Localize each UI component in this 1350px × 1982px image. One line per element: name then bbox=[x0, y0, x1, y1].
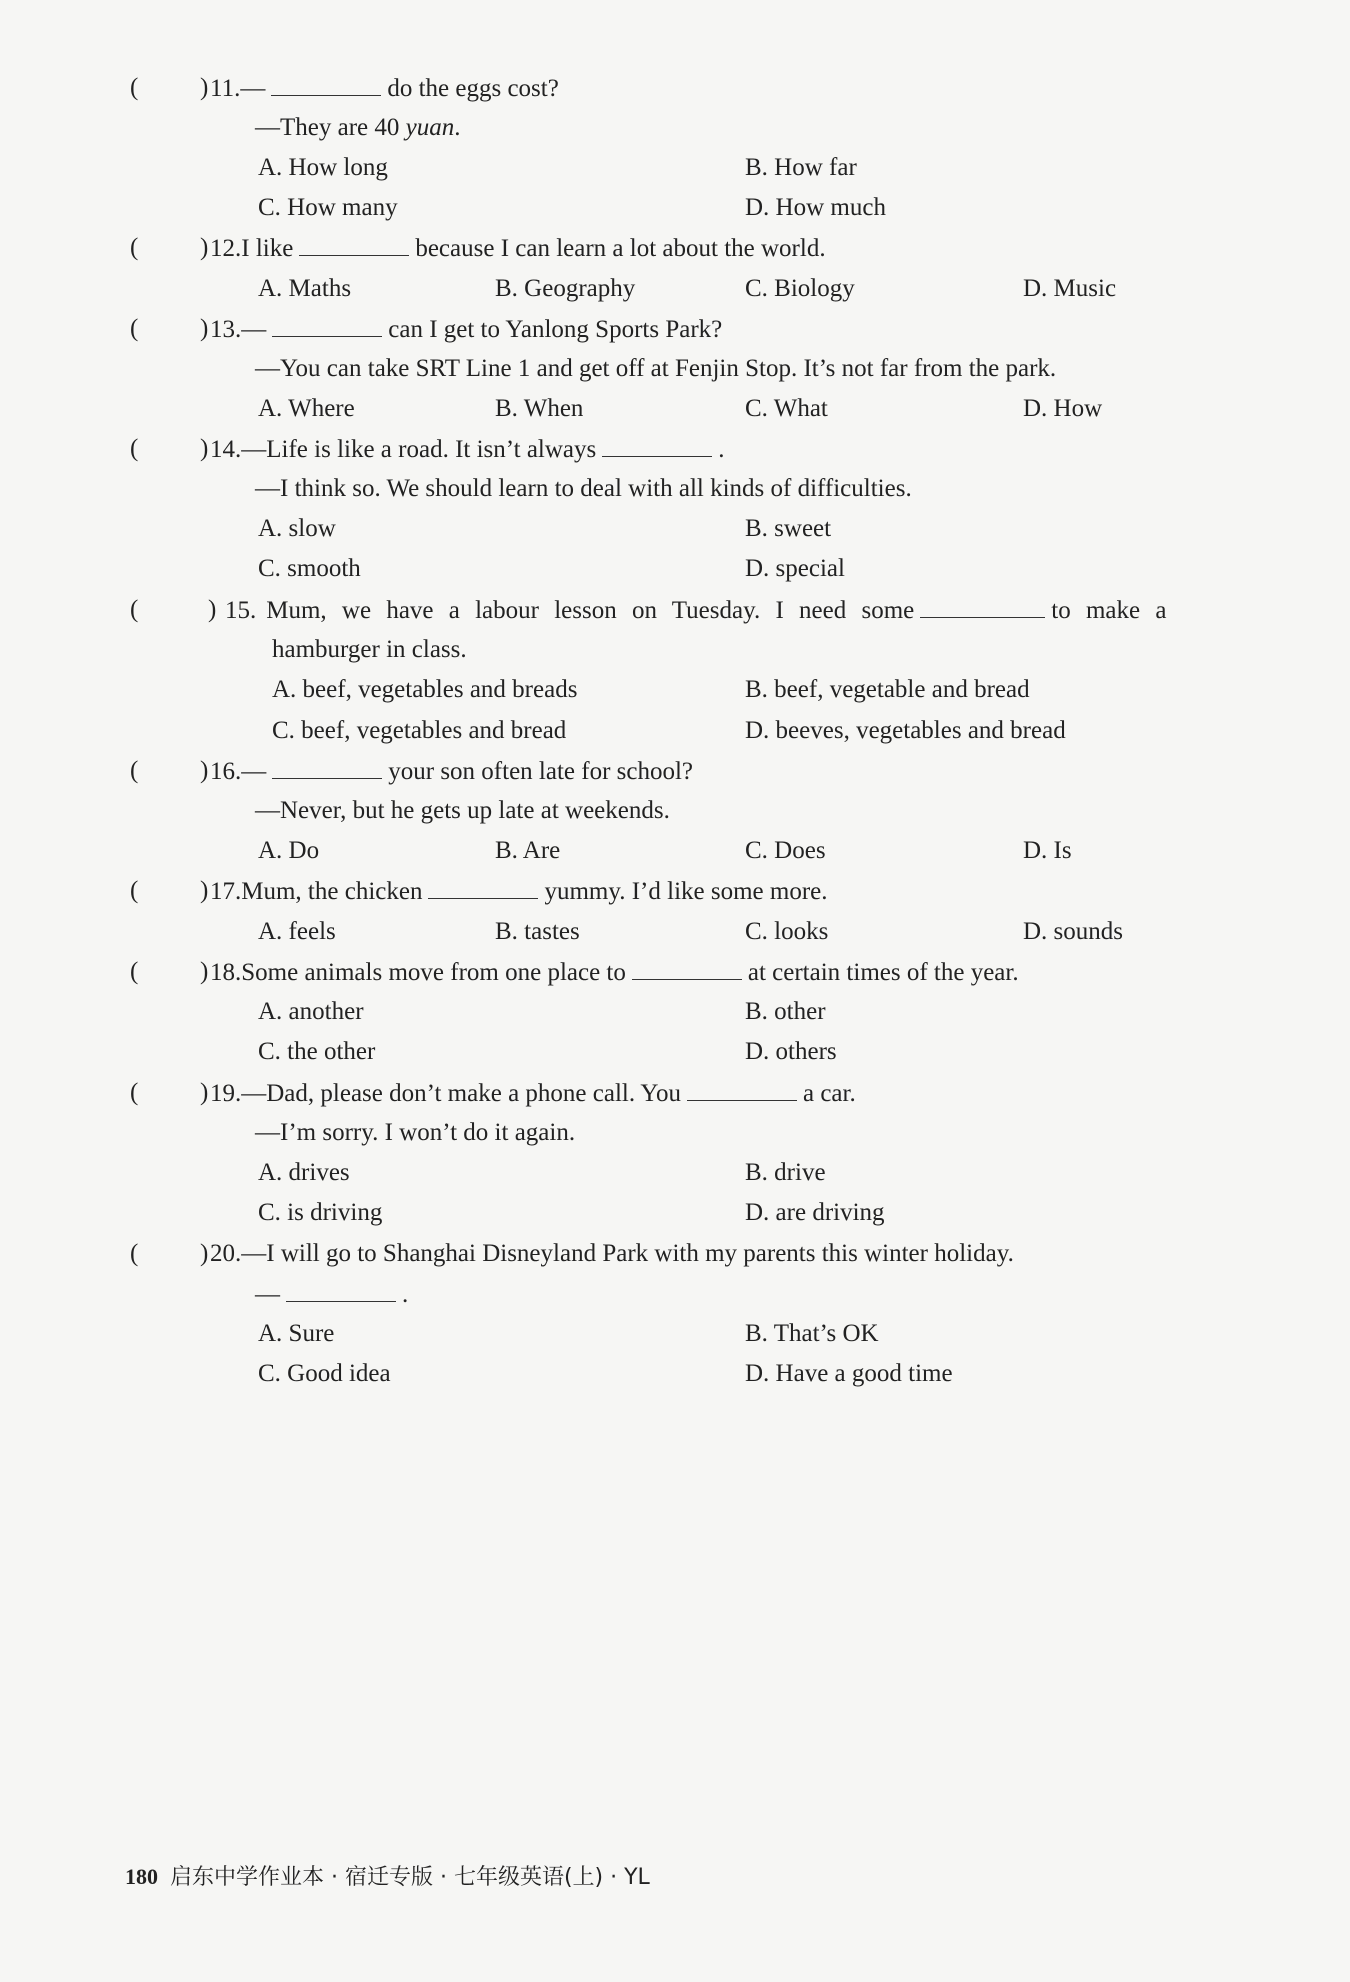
answer-paren-close: ) bbox=[200, 958, 209, 985]
question-number: 20. bbox=[210, 1240, 242, 1267]
question-stem bbox=[210, 1239, 1014, 1269]
option-b: B. tastes bbox=[495, 918, 580, 945]
question-line bbox=[255, 474, 912, 504]
option-d: D. beeves, vegetables and bread bbox=[745, 717, 1066, 744]
line-text: —I’m sorry. I won’t do it again. bbox=[255, 1119, 576, 1146]
answer-blank[interactable] bbox=[428, 876, 538, 899]
question-stem bbox=[210, 1078, 856, 1109]
line-text: . bbox=[402, 1281, 409, 1308]
question-number: 15. bbox=[225, 597, 257, 624]
option-d: D. special bbox=[745, 555, 845, 582]
question-line bbox=[255, 796, 670, 826]
line-text: —They are 40 bbox=[255, 114, 406, 141]
answer-paren-open: ( bbox=[130, 596, 139, 623]
option-d: D. sounds bbox=[1023, 918, 1124, 945]
answer-paren-close: ) bbox=[200, 315, 209, 342]
answer-blank[interactable] bbox=[632, 957, 742, 980]
option-c: C. beef, vegetables and bread bbox=[272, 717, 567, 744]
question-stem bbox=[210, 876, 828, 907]
line-text: hamburger in class. bbox=[272, 636, 467, 663]
question-stem bbox=[210, 73, 559, 104]
answer-blank[interactable] bbox=[602, 434, 712, 457]
option-b: B. beef, vegetable and bread bbox=[745, 676, 1030, 703]
option-c: C. How many bbox=[258, 194, 398, 221]
question-number: 12. bbox=[210, 235, 242, 262]
answer-paren-close: ) bbox=[200, 234, 209, 261]
answer-paren-close: ) bbox=[200, 1240, 209, 1267]
option-b: B. When bbox=[495, 395, 584, 422]
page-number: 180 bbox=[125, 1864, 158, 1889]
line-text: — bbox=[241, 316, 267, 343]
option-b: B. That’s OK bbox=[745, 1320, 879, 1347]
line-text: —I think so. We should learn to deal with all kinds of difficulties. bbox=[255, 475, 912, 502]
option-c: C. Biology bbox=[745, 275, 855, 302]
question-number: 11. bbox=[210, 75, 241, 102]
question-line bbox=[272, 635, 467, 665]
line-text: Some animals move from one place to bbox=[241, 959, 626, 986]
line-text: —I will go to Shanghai Disneyland Park with my parents this winter holiday. bbox=[241, 1240, 1014, 1267]
line-text: can I get to Yanlong Sports Park? bbox=[388, 316, 723, 343]
option-a: A. feels bbox=[258, 918, 336, 945]
question-number: 18. bbox=[210, 959, 242, 986]
option-a: A. slow bbox=[258, 515, 336, 542]
answer-paren-open: ( bbox=[130, 315, 139, 342]
line-text: at certain times of the year. bbox=[747, 959, 1019, 986]
option-d: D. Have a good time bbox=[745, 1360, 953, 1387]
option-b: B. drive bbox=[745, 1159, 826, 1186]
option-b: B. How far bbox=[745, 154, 857, 181]
answer-blank[interactable] bbox=[272, 314, 382, 337]
question-stem bbox=[210, 434, 725, 465]
question-stem bbox=[210, 314, 722, 345]
answer-paren-open: ( bbox=[130, 1079, 139, 1106]
option-d: D. are driving bbox=[745, 1199, 885, 1226]
line-text: Mum, the chicken bbox=[241, 878, 423, 905]
answer-paren-open: ( bbox=[130, 877, 139, 904]
question-stem bbox=[210, 233, 826, 264]
option-c: C. Good idea bbox=[258, 1360, 391, 1387]
line-text: do the eggs cost? bbox=[387, 75, 559, 102]
answer-blank[interactable] bbox=[299, 233, 409, 256]
line-text: —Never, but he gets up late at weekends. bbox=[255, 797, 670, 824]
answer-paren-close: ) bbox=[200, 74, 209, 101]
option-b: B. Geography bbox=[495, 275, 636, 302]
option-b: B. sweet bbox=[745, 515, 832, 542]
option-a: A. another bbox=[258, 998, 364, 1025]
question-line bbox=[255, 113, 461, 143]
question-stem bbox=[210, 957, 1019, 988]
answer-blank[interactable] bbox=[272, 756, 382, 779]
question-number: 13. bbox=[210, 316, 242, 343]
line-text: . bbox=[454, 114, 461, 141]
line-text: — bbox=[255, 1281, 280, 1308]
option-d: D. Is bbox=[1023, 837, 1072, 864]
option-c: C. smooth bbox=[258, 555, 361, 582]
page-footer bbox=[125, 1862, 650, 1893]
option-a: A. Maths bbox=[258, 275, 352, 302]
question-line bbox=[255, 1118, 575, 1148]
option-c: C. the other bbox=[258, 1038, 376, 1065]
option-c: C. Does bbox=[745, 837, 826, 864]
answer-paren-open: ( bbox=[130, 958, 139, 985]
option-b: B. Are bbox=[495, 837, 561, 864]
question-number: 17. bbox=[210, 878, 242, 905]
option-c: C. looks bbox=[745, 918, 829, 945]
line-text: a car. bbox=[802, 1080, 856, 1107]
option-d: D. Music bbox=[1023, 275, 1117, 302]
question-line bbox=[255, 1279, 408, 1310]
answer-paren-open: ( bbox=[130, 234, 139, 261]
answer-paren-close: ) bbox=[200, 435, 209, 462]
question-stem bbox=[210, 756, 693, 787]
answer-paren-close: ) bbox=[208, 596, 217, 623]
question-stem bbox=[225, 595, 1166, 626]
italic-text: yuan bbox=[405, 114, 455, 141]
line-text: —Life is like a road. It isn’t always bbox=[241, 436, 597, 463]
line-text: yummy. I’d like some more. bbox=[544, 878, 828, 905]
answer-paren-open: ( bbox=[130, 757, 139, 784]
answer-blank[interactable] bbox=[286, 1279, 396, 1302]
question-number: 19. bbox=[210, 1080, 242, 1107]
answer-paren-open: ( bbox=[130, 1240, 139, 1267]
option-a: A. drives bbox=[258, 1159, 350, 1186]
answer-blank[interactable] bbox=[687, 1078, 797, 1101]
question-line bbox=[255, 354, 1056, 384]
option-a: A. beef, vegetables and breads bbox=[272, 676, 578, 703]
answer-paren-close: ) bbox=[200, 1079, 209, 1106]
line-text: to make a bbox=[1051, 597, 1167, 624]
line-text: —Dad, please don’t make a phone call. You bbox=[241, 1080, 681, 1107]
answer-paren-open: ( bbox=[130, 435, 139, 462]
line-text: because I can learn a lot about the world. bbox=[415, 235, 826, 262]
option-c: C. What bbox=[745, 395, 828, 422]
line-text: your son often late for school? bbox=[388, 758, 694, 785]
line-text: — bbox=[240, 75, 266, 102]
answer-blank[interactable] bbox=[271, 73, 381, 96]
option-c: C. is driving bbox=[258, 1199, 383, 1226]
footer-title: 启东中学作业本 · 宿迁专版 · 七年级英语(上) · YL bbox=[170, 1865, 650, 1890]
option-a: A. How long bbox=[258, 154, 388, 181]
option-d: D. How much bbox=[745, 194, 886, 221]
question-number: 14. bbox=[210, 436, 242, 463]
option-a: A. Sure bbox=[258, 1320, 335, 1347]
answer-paren-close: ) bbox=[200, 757, 209, 784]
question-number: 16. bbox=[210, 758, 242, 785]
answer-blank[interactable] bbox=[920, 595, 1045, 618]
option-b: B. other bbox=[745, 998, 826, 1025]
line-text: Mum, we have a labour lesson on Tuesday. I need some bbox=[266, 597, 915, 624]
line-text: . bbox=[718, 436, 725, 463]
option-a: A. Do bbox=[258, 837, 320, 864]
line-text: — bbox=[241, 758, 267, 785]
option-d: D. How bbox=[1023, 395, 1103, 422]
answer-paren-close: ) bbox=[200, 877, 209, 904]
line-text: —You can take SRT Line 1 and get off at Fenjin Stop. It’s not far from the park. bbox=[255, 355, 1057, 382]
option-d: D. others bbox=[745, 1038, 837, 1065]
line-text: I like bbox=[241, 235, 294, 262]
answer-paren-open: ( bbox=[130, 74, 139, 101]
option-a: A. Where bbox=[258, 395, 355, 422]
